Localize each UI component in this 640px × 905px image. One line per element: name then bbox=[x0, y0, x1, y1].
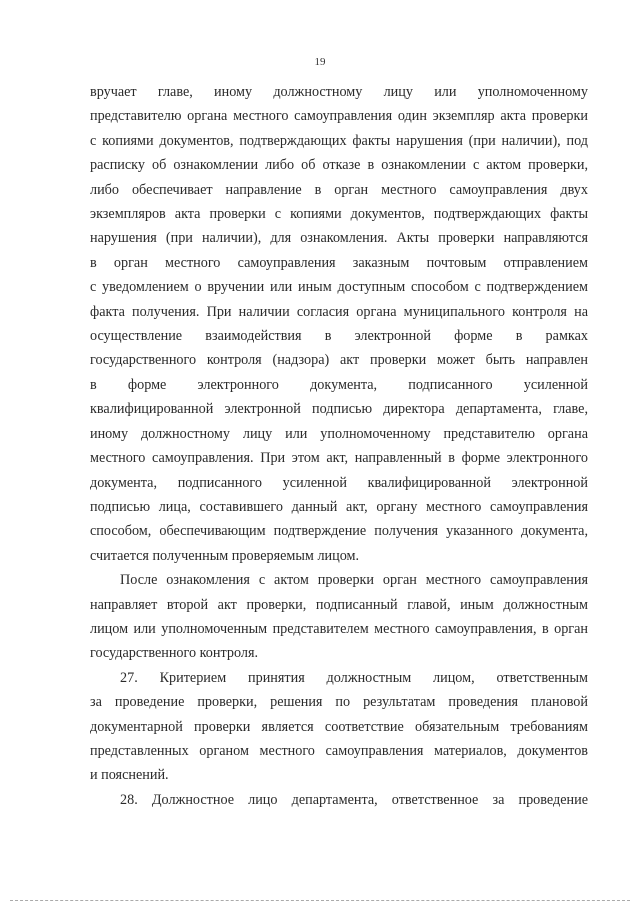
text-line: либо обеспечивает направление в орган местного самоуправления двух bbox=[90, 181, 588, 198]
text-line: факта получения. При наличии согласия органа муниципального контроля на bbox=[90, 303, 588, 320]
text-line: 27. Критерием принятия должностным лицом, ответственным bbox=[120, 669, 588, 686]
text-line: государственного контроля (надзора) акт проверки может быть направлен bbox=[90, 352, 588, 369]
paragraph-28 bbox=[90, 788, 588, 812]
text-line: государственного контроля. bbox=[90, 645, 259, 662]
text-line: вручает главе, иному должностному лицу или уполномоченному bbox=[90, 84, 588, 100]
text-line: документарной проверки является соответствие обязательным требованиям bbox=[90, 718, 588, 735]
text-line: подписью лица, составившего данный акт, органу местного самоуправления bbox=[90, 498, 588, 515]
text-line: После ознакомления с актом проверки орган местного самоуправления bbox=[120, 572, 588, 589]
text-line: представленных органом местного самоуправления материалов, документов bbox=[90, 742, 588, 759]
text-line: местного самоуправления. При этом акт, направленный в форме электронного bbox=[90, 450, 588, 467]
text-line: представителю органа местного самоуправления один экземпляр акта проверки bbox=[90, 108, 588, 125]
text-line: экземпляров акта проверки с копиями документов, подтверждающих факты bbox=[90, 206, 588, 223]
text-line: с уведомлением о вручении или иным доступным способом с подтверждением bbox=[90, 279, 588, 296]
text-line: и пояснений. bbox=[90, 767, 169, 784]
text-line: направляет второй акт проверки, подписанный главой, иным должностным bbox=[90, 596, 588, 613]
text-line: за проведение проверки, решения по результатам проведения плановой bbox=[90, 694, 588, 711]
text-line: осуществление взаимодействия в электронной форме в рамках bbox=[90, 328, 588, 345]
paragraph-27 bbox=[90, 666, 588, 788]
paragraph-continuation bbox=[90, 80, 588, 568]
text-line: в форме электронного документа, подписанного усиленной bbox=[90, 376, 588, 393]
text-line: с копиями документов, подтверждающих факты нарушения (при наличии), под bbox=[90, 132, 588, 149]
text-line: документа, подписанного усиленной квалифицированной электронной bbox=[90, 474, 588, 491]
text-line: в орган местного самоуправления заказным почтовым отправлением bbox=[90, 254, 588, 271]
text-line: 28. Должностное лицо департамента, ответственное за проведение bbox=[120, 791, 588, 808]
page-number: 19 bbox=[314, 56, 326, 68]
paragraph-after-review bbox=[90, 568, 588, 666]
text-line: считается полученным проверяемым лицом. bbox=[90, 547, 360, 564]
text-line: способом, обеспечивающим подтверждение получения указанного документа, bbox=[90, 523, 588, 540]
text-line: лицом или уполномоченным представителем местного самоуправления, в орган bbox=[90, 620, 588, 637]
scan-edge-divider bbox=[10, 900, 630, 901]
text-line: иному должностному лицу или уполномоченному представителю органа bbox=[90, 425, 588, 442]
text-line: расписку об ознакомлении либо об отказе в ознакомлении с актом проверки, bbox=[90, 157, 588, 174]
text-line: квалифицированной электронной подписью директора департамента, главе, bbox=[90, 401, 588, 418]
document-body bbox=[90, 80, 588, 812]
text-line: нарушения (при наличии), для ознакомления. Акты проверки направляются bbox=[90, 230, 588, 247]
